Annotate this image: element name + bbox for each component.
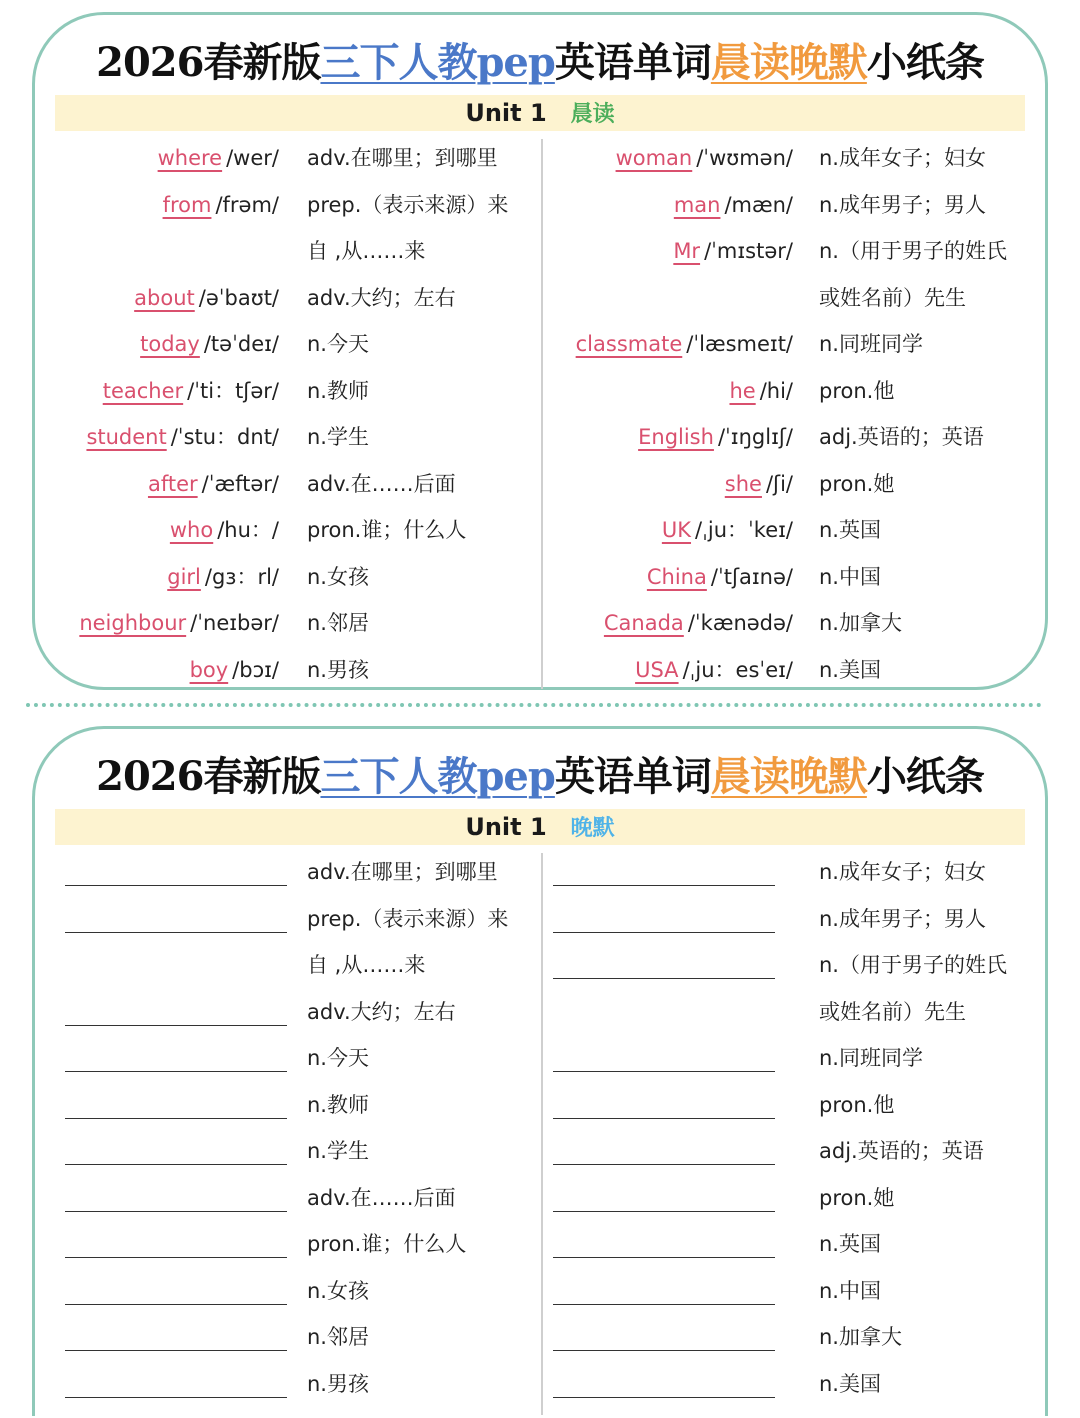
english-word: Mr [673,239,701,263]
answer-blank[interactable] [553,1071,775,1072]
cut-line [26,703,1042,707]
chinese-meaning: n.（用于男子的姓氏 [819,953,1007,977]
phonetic: /ˈtʃaɪnə/ [710,564,793,589]
vocab-row [543,554,1033,601]
phonetic: /frəm/ [215,192,279,217]
english-word: after [147,471,198,496]
word-cell [543,461,797,508]
dictation-row [35,849,525,896]
answer-blank[interactable] [65,885,287,886]
english-word: UK [661,518,692,542]
dictation-row [35,1221,525,1268]
chinese-meaning: n.英国 [819,518,881,542]
answer-blank[interactable] [65,1304,287,1305]
dictation-row [35,989,525,1036]
phonetic: /ˈɪŋglɪʃ/ [717,425,793,449]
word-cell [543,554,797,601]
phonetic: /ˌju：ˈkeɪ/ [695,518,793,542]
vocab-row [35,368,525,415]
morning-reading-card [32,12,1048,690]
word-cell [35,507,283,554]
phonetic: /təˈdeɪ/ [203,332,279,356]
chinese-meaning: n.成年女子；妇女 [819,860,986,884]
chinese-meaning: n.同班同学 [819,332,923,356]
phonetic: /ʃi/ [765,471,793,496]
chinese-meaning: n.学生 [307,425,369,449]
english-word: teacher [102,378,184,403]
phonetic: /ˈæftər/ [201,471,279,496]
phonetic: /hi/ [759,378,793,403]
chinese-meaning: adv.在……后面 [307,1185,456,1210]
chinese-meaning: pron.谁；什么人 [307,1232,467,1256]
chinese-meaning: n.女孩 [307,564,369,589]
vocab-row [35,182,525,229]
chinese-meaning: adv.在……后面 [307,471,456,496]
chinese-meaning: n.成年男子；男人 [819,906,986,931]
unit-label: Unit 1 [465,99,547,127]
phonetic: /wer/ [226,146,279,170]
english-word: neighbour [79,611,187,635]
word-cell [35,647,283,694]
vocab-row [35,507,525,554]
phonetic: /ˈwʊmən/ [696,146,793,170]
vocab-row [543,228,1033,275]
word-cell [35,182,283,229]
vocab-row [35,228,525,275]
dictation-row [543,989,1033,1036]
chinese-meaning: prep.（表示来源）来 [307,192,509,217]
dictation-row [35,942,525,989]
vocab-row [35,321,525,368]
answer-blank[interactable] [553,1118,775,1119]
vocab-row [543,275,1033,322]
phonetic: /ˈneɪbər/ [190,611,279,635]
word-cell [543,321,797,368]
answer-blank[interactable] [553,1257,775,1258]
chinese-meaning: adv.在哪里；到哪里 [307,860,498,884]
answer-blank[interactable] [553,932,775,933]
phonetic: /ˈkænədə/ [687,611,793,635]
dictation-row [35,1128,525,1175]
dictation-list-left [35,849,525,1407]
chinese-meaning: n.男孩 [307,1371,369,1396]
phonetic: /gɜ：rl/ [204,564,279,589]
phonetic: /bɔɪ/ [232,657,279,682]
answer-blank[interactable] [553,1304,775,1305]
evening-dictation-card [32,726,1048,1416]
word-cell [35,135,283,182]
dictation-row [543,1175,1033,1222]
dictation-row [35,896,525,943]
vocab-row [35,600,525,647]
word-cell [543,182,797,229]
chinese-meaning: prep.（表示来源）来 [307,906,509,931]
answer-blank[interactable] [553,885,775,886]
dictation-row [35,1268,525,1315]
unit-label: Unit 1 [465,813,547,841]
chinese-meaning: n.今天 [307,1046,369,1070]
vocab-row [35,554,525,601]
chinese-meaning: n.邻居 [307,1325,369,1349]
english-word: from [162,192,212,217]
word-cell [35,600,283,647]
answer-blank[interactable] [65,1025,287,1026]
word-cell [543,507,797,554]
phonetic: /ˈstu：dnt/ [170,425,279,449]
vocab-row [35,135,525,182]
dictation-row [35,1035,525,1082]
dictation-row [543,942,1033,989]
chinese-meaning: n.加拿大 [819,1325,902,1349]
english-word: student [86,425,167,449]
chinese-meaning: n.美国 [819,657,881,682]
chinese-meaning: n.美国 [819,1371,881,1396]
word-cell [35,461,283,508]
vocab-row [35,275,525,322]
word-cell [543,600,797,647]
vocab-row [543,507,1033,554]
answer-blank[interactable] [65,1211,287,1212]
chinese-meaning: n.男孩 [307,657,369,682]
english-word: man [673,192,721,217]
english-word: where [157,146,223,170]
answer-blank[interactable] [553,1350,775,1351]
vocab-row [543,135,1033,182]
word-cell [543,228,797,275]
english-word: boy [189,657,229,682]
word-list-right [543,135,1033,693]
chinese-meaning: adj.英语的；英语 [819,1139,984,1163]
word-cell [35,368,283,415]
chinese-meaning: n.学生 [307,1139,369,1163]
answer-blank[interactable] [65,1350,287,1351]
answer-blank[interactable] [65,1071,287,1072]
chinese-meaning: pron.她 [819,1185,895,1210]
unit-header-bar [55,95,1025,131]
chinese-meaning: n.加拿大 [819,611,902,635]
dictation-row [543,849,1033,896]
english-word: classmate [575,332,683,356]
chinese-meaning: 或姓名前）先生 [819,285,966,310]
english-word: girl [167,564,201,589]
english-word: USA [635,657,679,682]
answer-blank[interactable] [553,1164,775,1165]
dictation-row [543,1268,1033,1315]
dictation-row [543,896,1033,943]
phonetic: /hu：/ [217,518,279,542]
chinese-meaning: n.同班同学 [819,1046,923,1070]
chinese-meaning: n.（用于男子的姓氏 [819,239,1007,263]
word-cell [35,275,283,322]
english-word: China [646,564,707,589]
chinese-meaning: n.教师 [307,1092,369,1117]
vocab-row [543,647,1033,694]
chinese-meaning: pron.他 [819,1092,895,1117]
dictation-row [543,1361,1033,1408]
chinese-meaning: n.成年女子；妇女 [819,146,986,170]
vocab-row [543,182,1033,229]
vocab-row [543,368,1033,415]
word-cell [543,414,797,461]
dictation-row [35,1361,525,1408]
morning-label: 晨读 [570,102,615,127]
chinese-meaning: n.今天 [307,332,369,356]
word-cell [543,135,797,182]
chinese-meaning: pron.他 [819,378,895,403]
phonetic: /ˈlæsmeɪt/ [686,332,793,356]
chinese-meaning: n.成年男子；男人 [819,192,986,217]
dictation-row [35,1082,525,1129]
unit-header-bar [55,809,1025,845]
answer-blank[interactable] [65,1257,287,1258]
chinese-meaning: 自 ,从……来 [307,239,426,263]
vocab-row [543,321,1033,368]
english-word: who [169,518,214,542]
chinese-meaning: 自 ,从……来 [307,953,426,977]
card-title: 2026春新版三下人教pep英语单词晨读晚默小纸条 [96,753,984,800]
english-word: about [134,285,195,310]
evening-label: 晚默 [570,816,615,841]
answer-blank[interactable] [65,1164,287,1165]
chinese-meaning: n.邻居 [307,611,369,635]
dictation-row [35,1314,525,1361]
word-cell [35,414,283,461]
chinese-meaning: n.中国 [819,1278,881,1303]
word-cell [35,554,283,601]
english-word: English [638,425,714,449]
word-cell [543,647,797,694]
english-word: he [729,378,756,403]
answer-blank[interactable] [553,1211,775,1212]
dictation-row [543,1221,1033,1268]
english-word: woman [615,146,693,170]
vocab-row [35,647,525,694]
chinese-meaning: 或姓名前）先生 [819,999,966,1024]
vocab-row [35,461,525,508]
chinese-meaning: adv.大约；左右 [307,285,456,310]
dictation-row [35,1175,525,1222]
vocab-row [543,414,1033,461]
dictation-row [543,1082,1033,1129]
word-list-left [35,135,525,693]
answer-blank[interactable] [65,1118,287,1119]
phonetic: /ˈti：tʃər/ [187,378,279,403]
chinese-meaning: n.英国 [819,1232,881,1256]
vocab-row [543,461,1033,508]
chinese-meaning: pron.谁；什么人 [307,518,467,542]
dictation-list-right [543,849,1033,1407]
dictation-row [543,1314,1033,1361]
answer-blank[interactable] [553,1397,775,1398]
phonetic: /ˈmɪstər/ [704,239,793,263]
phonetic: /mæn/ [724,192,793,217]
chinese-meaning: n.女孩 [307,1278,369,1303]
vocab-row [35,414,525,461]
chinese-meaning: adj.英语的；英语 [819,425,984,449]
card-title: 2026春新版三下人教pep英语单词晨读晚默小纸条 [96,39,984,86]
phonetic: /əˈbaʊt/ [198,285,279,310]
chinese-meaning: adv.在哪里；到哪里 [307,146,498,170]
chinese-meaning: n.中国 [819,564,881,589]
answer-blank[interactable] [65,1397,287,1398]
english-word: Canada [603,611,684,635]
word-cell [543,368,797,415]
phonetic: /ˌju：esˈeɪ/ [682,657,793,682]
answer-blank[interactable] [65,932,287,933]
english-word: today [140,332,200,356]
dictation-row [543,1128,1033,1175]
word-cell [35,321,283,368]
chinese-meaning: n.教师 [307,378,369,403]
vocab-row [543,600,1033,647]
english-word: she [724,471,762,496]
dictation-row [543,1035,1033,1082]
chinese-meaning: pron.她 [819,471,895,496]
answer-blank[interactable] [553,978,775,979]
chinese-meaning: adv.大约；左右 [307,999,456,1024]
